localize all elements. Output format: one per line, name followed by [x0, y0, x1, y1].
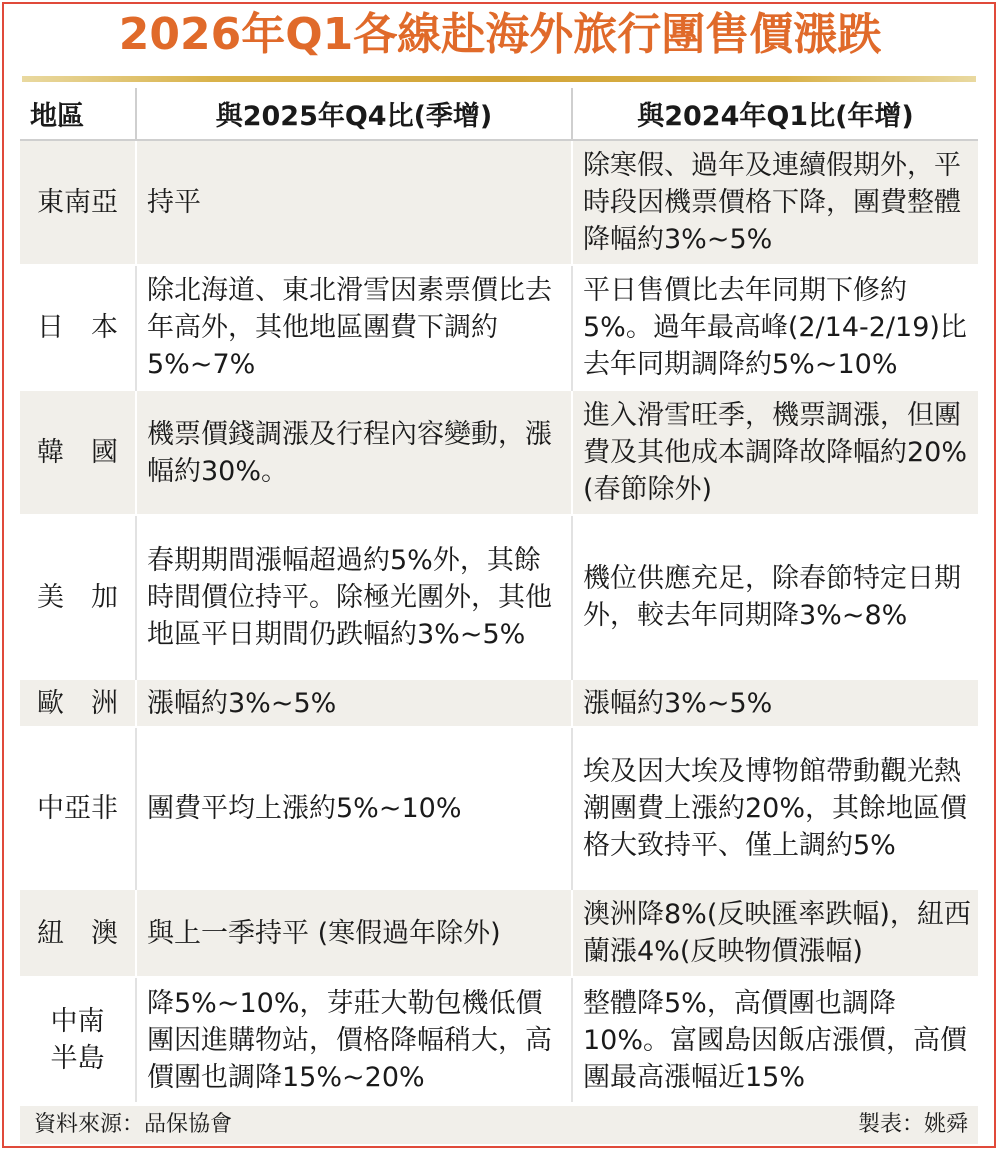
- header-qoq: 與2025年Q4比(季增): [136, 88, 572, 140]
- yoy-cell: 進入滑雪旺季，機票調漲，但團費及其他成本調降故降幅約20% (春節除外): [572, 390, 978, 515]
- price-change-table: [20, 88, 978, 1102]
- page-title: 2026年Q1各線赴海外旅行團售價漲跌: [118, 9, 882, 60]
- table-row: [20, 889, 978, 977]
- region-cell: 歐 洲: [20, 679, 136, 727]
- table-row: [20, 140, 978, 265]
- region-cell: 日 本: [20, 265, 136, 390]
- header-region: 地區: [20, 88, 136, 140]
- yoy-cell: 漲幅約3%~5%: [572, 679, 978, 727]
- table-row: [20, 977, 978, 1102]
- region-cell: 中南半島: [20, 977, 136, 1102]
- table-row: [20, 727, 978, 889]
- region-cell: 東南亞: [20, 140, 136, 265]
- footer-bar: [20, 1106, 978, 1144]
- region-cell: 紐 澳: [20, 889, 136, 977]
- qoq-cell: 與上一季持平 (寒假過年除外): [136, 889, 572, 977]
- header-yoy: 與2024年Q1比(年增): [572, 88, 978, 140]
- yoy-cell: 整體降5%，高價團也調降10%。富國島因飯店漲價，高價團最高漲幅近15%: [572, 977, 978, 1102]
- qoq-cell: 持平: [136, 140, 572, 265]
- region-cell: 美 加: [20, 515, 136, 679]
- header-row: [20, 88, 978, 140]
- source-note: 資料來源：品保協會: [34, 1112, 233, 1137]
- qoq-cell: 降5%~10%，芽莊大勒包機低價團因進購物站，價格降幅稍大，高價團也調降15%~20%: [136, 977, 572, 1102]
- qoq-cell: 團費平均上漲約5%~10%: [136, 727, 572, 889]
- yoy-cell: 澳洲降8%(反映匯率跌幅)，紐西蘭漲4%(反映物價漲幅): [572, 889, 978, 977]
- table-row: [20, 390, 978, 515]
- yoy-cell: 埃及因大埃及博物館帶動觀光熱潮團費上漲約20%，其餘地區價格大致持平、僅上調約5%: [572, 727, 978, 889]
- region-cell: 中亞非: [20, 727, 136, 889]
- title-divider: [22, 76, 976, 82]
- qoq-cell: 機票價錢調漲及行程內容變動，漲幅約30%。: [136, 390, 572, 515]
- qoq-cell: 漲幅約3%~5%: [136, 679, 572, 727]
- yoy-cell: 除寒假、過年及連續假期外，平時段因機票價格下降，團費整體降幅約3%~5%: [572, 140, 978, 265]
- qoq-cell: 春期期間漲幅超過約5%外，其餘時間價位持平。除極光團外，其他地區平日期間仍跌幅約3%~5%: [136, 515, 572, 679]
- qoq-cell: 除北海道、東北滑雪因素票價比去年高外，其他地區團費下調約5%~7%: [136, 265, 572, 390]
- table-row: [20, 515, 978, 679]
- maker-note: 製表：姚舜: [857, 1112, 968, 1137]
- region-cell: 韓 國: [20, 390, 136, 515]
- table-row: [20, 679, 978, 727]
- table-row: [20, 265, 978, 390]
- yoy-cell: 機位供應充足，除春節特定日期外，較去年同期降3%~8%: [572, 515, 978, 679]
- yoy-cell: 平日售價比去年同期下修約5%。過年最高峰(2/14-2/19)比去年同期調降約5%~10%: [572, 265, 978, 390]
